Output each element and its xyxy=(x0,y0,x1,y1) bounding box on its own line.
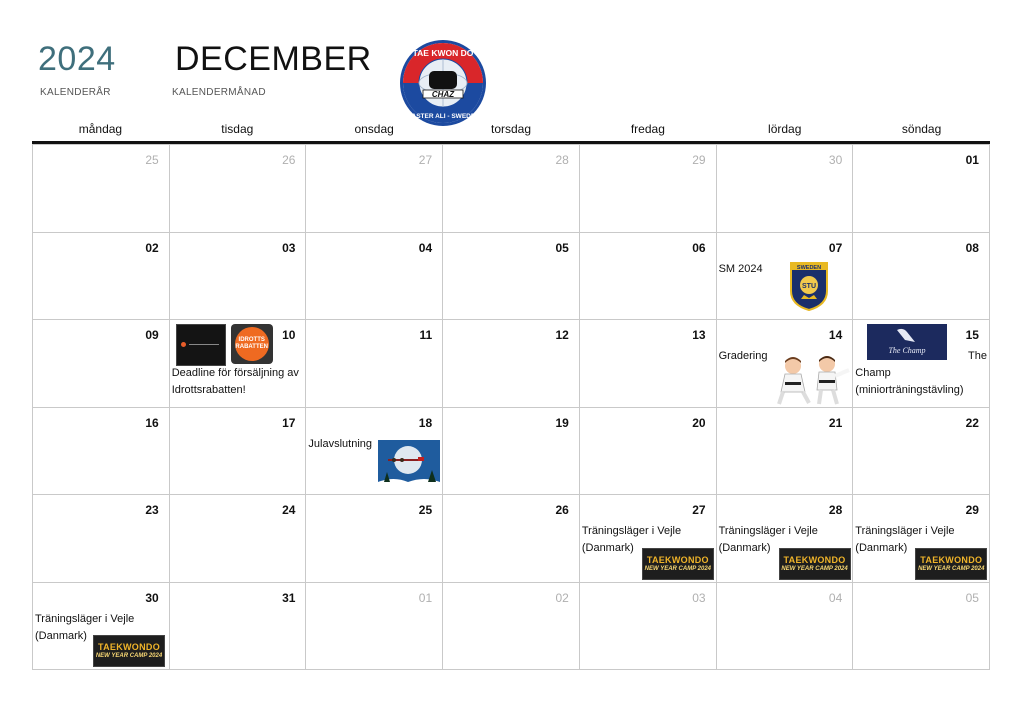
day-cell xyxy=(853,583,990,671)
day-number: 13 xyxy=(692,328,706,342)
swedish-taekwondo-logo xyxy=(789,261,829,311)
day-number: 21 xyxy=(828,415,843,430)
day-number: 10 xyxy=(282,328,296,342)
the-champ-banner-text: The Champ xyxy=(888,346,926,355)
day-cell xyxy=(33,320,170,408)
day-number: 20 xyxy=(692,415,706,430)
day-cell xyxy=(170,495,307,583)
camp-banner-subtitle: NEW YEAR CAMP 2024 xyxy=(644,566,712,572)
day-cell xyxy=(580,495,717,583)
day-cell xyxy=(717,320,854,408)
camp-banner-title: TAEKWONDO xyxy=(920,555,983,565)
day-number: 25 xyxy=(418,503,433,517)
club-logo xyxy=(395,38,491,128)
logo-bottom-text: MASTER ALI - SWEDEN xyxy=(406,113,480,120)
weekday-friday: fredag xyxy=(630,122,665,136)
event-gradering: Gradering xyxy=(718,350,768,362)
day-cell xyxy=(443,233,580,321)
day-cell xyxy=(306,233,443,321)
day-number: 30 xyxy=(828,153,843,167)
camp-banner-subtitle: NEW YEAR CAMP 2024 xyxy=(95,652,163,659)
camp-banner-title: TAEKWONDO xyxy=(783,555,846,565)
day-cell xyxy=(443,320,580,408)
weekday-monday: måndag xyxy=(78,122,123,136)
camp-banner-subtitle: NEW YEAR CAMP 2024 xyxy=(781,566,848,572)
day-cell xyxy=(33,583,170,671)
taekwondo-camp-banner xyxy=(642,548,714,580)
day-cell xyxy=(306,145,443,233)
day-number: 04 xyxy=(418,240,433,255)
sm-logo-letters: STU xyxy=(801,282,816,290)
day-cell xyxy=(580,145,717,233)
camp-banner-title: TAEKWONDO xyxy=(646,555,709,565)
day-cell xyxy=(170,320,307,408)
sm-logo-sweden-text: SWEDEN xyxy=(796,264,821,271)
day-cell xyxy=(717,408,854,496)
day-number: 28 xyxy=(555,153,569,167)
event-training-camp: Träningsläger i Vejle (Danmark) xyxy=(35,612,135,642)
day-number: 15 xyxy=(965,328,979,342)
day-cell xyxy=(306,408,443,496)
day-cell xyxy=(717,233,854,321)
day-number: 19 xyxy=(555,415,569,430)
month-caption: KALENDERMÅNAD xyxy=(172,87,266,98)
day-number: 26 xyxy=(282,153,296,167)
day-cell xyxy=(306,583,443,671)
day-number: 02 xyxy=(555,590,569,605)
day-cell xyxy=(853,408,990,496)
day-cell xyxy=(170,408,307,496)
day-number: 01 xyxy=(418,590,433,605)
taekwondo-camp-banner xyxy=(779,548,851,580)
day-cell xyxy=(717,495,854,583)
taekwondo-camp-banner xyxy=(915,548,987,580)
day-cell xyxy=(33,145,170,233)
day-cell xyxy=(443,145,580,233)
weekday-wednesday: onsdag xyxy=(354,122,394,136)
day-number: 11 xyxy=(419,328,433,342)
day-number: 28 xyxy=(828,503,843,517)
day-cell xyxy=(306,320,443,408)
christmas-sleigh-image xyxy=(378,440,440,494)
event-the-champ: Champ (miniorträningstävling) xyxy=(855,367,964,396)
day-number: 14 xyxy=(828,328,843,342)
orange-dot-icon xyxy=(181,342,186,347)
day-cell xyxy=(170,145,307,233)
day-number: 30 xyxy=(145,590,159,605)
day-cell xyxy=(443,583,580,671)
day-number: 17 xyxy=(282,415,296,430)
day-number: 04 xyxy=(828,590,843,605)
weekday-thursday: torsdag xyxy=(490,122,532,136)
day-number: 07 xyxy=(828,240,843,255)
idrottsrabatten-card-dark xyxy=(176,324,226,366)
day-number: 23 xyxy=(145,503,159,517)
event-training-camp: Träningsläger i Vejle (Danmark) xyxy=(855,525,955,554)
weekday-sunday: söndag xyxy=(901,122,942,136)
day-cell xyxy=(580,408,717,496)
day-cell xyxy=(443,495,580,583)
day-number: 29 xyxy=(965,503,979,517)
camp-banner-subtitle: NEW YEAR CAMP 2024 xyxy=(918,566,985,572)
day-number: 08 xyxy=(965,240,979,255)
day-number: 05 xyxy=(965,590,979,605)
day-cell xyxy=(443,408,580,496)
card-text-line xyxy=(189,344,219,345)
day-number: 24 xyxy=(282,503,296,517)
event-training-camp: Träningsläger i Vejle (Danmark) xyxy=(718,525,818,554)
weekday-header-row xyxy=(32,122,990,140)
day-number: 03 xyxy=(692,590,706,605)
day-number: 27 xyxy=(418,153,433,167)
day-number: 25 xyxy=(145,153,159,167)
month-title: DECEMBER xyxy=(175,40,372,78)
day-number: 22 xyxy=(965,415,979,430)
day-cell xyxy=(33,233,170,321)
event-sm-2024: SM 2024 xyxy=(718,262,763,275)
day-cell xyxy=(853,495,990,583)
camp-banner-title: TAEKWONDO xyxy=(97,641,161,652)
event-julavslutning: Julavslutning xyxy=(308,437,373,450)
taekwondo-camp-banner xyxy=(93,635,165,667)
day-cell xyxy=(853,320,990,408)
day-number: 16 xyxy=(145,415,159,430)
day-number: 12 xyxy=(555,328,569,342)
day-cell xyxy=(170,583,307,671)
weekday-tuesday: tisdag xyxy=(221,122,254,136)
year-caption: KALENDERÅR xyxy=(40,87,111,98)
logo-top-text: TAE KWON DO xyxy=(412,48,474,58)
day-cell xyxy=(717,583,854,671)
event-the-champ-the: The xyxy=(968,350,987,362)
day-cell xyxy=(853,145,990,233)
day-number: 29 xyxy=(692,153,706,167)
event-training-camp: Träningsläger i Vejle (Danmark) xyxy=(581,525,682,554)
the-champ-banner xyxy=(867,324,947,360)
day-cell xyxy=(580,233,717,321)
day-number: 09 xyxy=(145,328,159,342)
day-number: 27 xyxy=(692,503,706,517)
year-title: 2024 xyxy=(38,40,116,78)
day-cell xyxy=(306,495,443,583)
day-cell xyxy=(33,495,170,583)
day-cell xyxy=(580,320,717,408)
day-number: 18 xyxy=(418,415,433,430)
day-number: 02 xyxy=(145,240,159,255)
day-number: 31 xyxy=(282,590,296,605)
weekday-saturday: lördag xyxy=(768,122,802,136)
day-cell xyxy=(170,233,307,321)
idrottsrabatten-logo-text: IDROTTS RABATTEN xyxy=(235,327,269,361)
day-cell xyxy=(33,408,170,496)
day-number: 05 xyxy=(555,240,569,255)
day-number: 03 xyxy=(282,240,296,255)
calendar-grid xyxy=(32,144,990,670)
day-cell xyxy=(853,233,990,321)
day-number: 01 xyxy=(965,153,979,167)
day-number: 06 xyxy=(692,240,706,255)
event-deadline: Deadline för försäljning av Idrottsrabatten! xyxy=(171,367,299,396)
kids-martial-arts-image xyxy=(771,354,853,406)
day-cell xyxy=(717,145,854,233)
logo-mid-text: CHAZ xyxy=(431,90,455,99)
day-number: 26 xyxy=(555,503,569,517)
idrottsrabatten-logo xyxy=(231,324,273,364)
day-cell xyxy=(580,583,717,671)
